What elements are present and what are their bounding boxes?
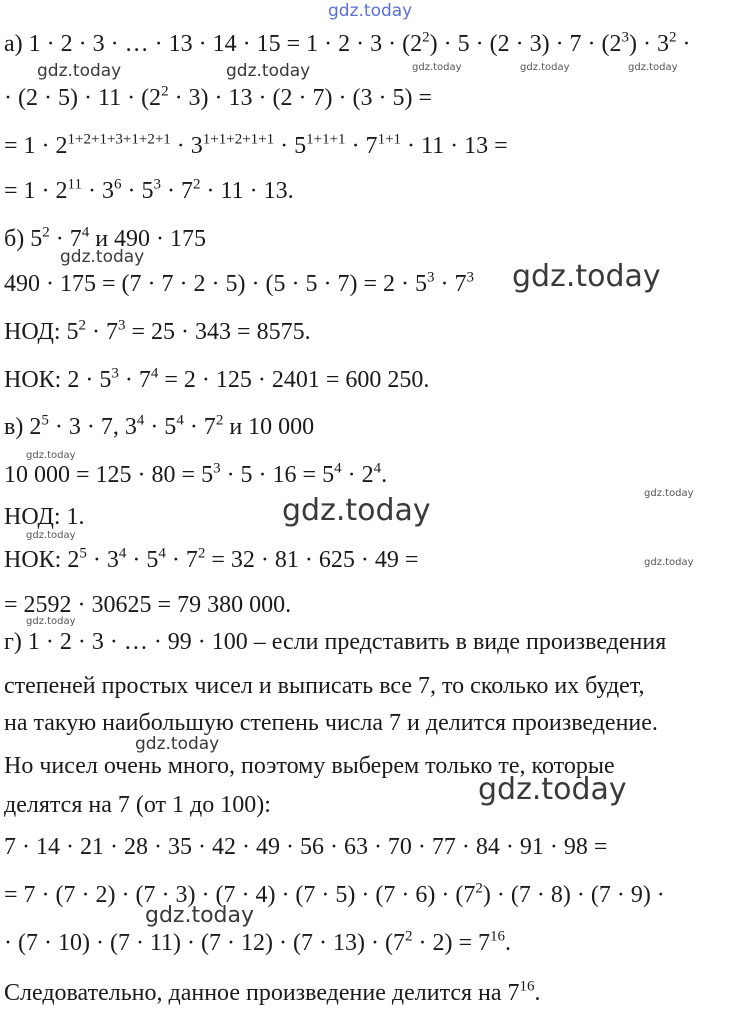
- exponent: 4: [150, 365, 159, 382]
- math-text: НОК: 2: [4, 547, 80, 573]
- math-text: · 7: [160, 178, 193, 204]
- math-text: .: [534, 980, 541, 1006]
- exponent: 1+1+1: [306, 131, 346, 148]
- math-text: · 7: [118, 367, 151, 393]
- math-text: · 5: [126, 547, 159, 573]
- line-v-2: [4, 461, 387, 489]
- math-text: = 1 · 2: [4, 133, 68, 159]
- exponent: 3: [118, 317, 126, 334]
- exponent: 4: [334, 460, 342, 477]
- watermark: gdz.today: [412, 62, 462, 73]
- exponent: 3: [466, 269, 474, 286]
- exponent: 2: [422, 29, 430, 46]
- math-text: · 7: [165, 547, 198, 573]
- math-text: · 7: [345, 133, 378, 159]
- line-v-gcd: [4, 503, 85, 531]
- watermark: gdz.today: [512, 259, 661, 294]
- exponent: 3: [621, 29, 630, 46]
- math-text: 490 · 175 = (7 · 7 · 2 · 5) · (5 · 5 · 7) = 2 · 5: [4, 271, 427, 297]
- line-v-lcm-2: [4, 591, 291, 619]
- math-text: · 2: [341, 462, 374, 488]
- line-g-7: [4, 881, 665, 909]
- math-text: · 5 · 16 = 5: [220, 462, 335, 488]
- math-text: · 7: [183, 414, 216, 440]
- math-text: · 2) = 7: [412, 930, 490, 956]
- line-b-gcd: [4, 318, 311, 346]
- exponent: 2: [475, 880, 483, 897]
- math-text: а) 1 · 2 · 3 · … · 13 · 14 · 15 = 1 · 2 · 3 · (2: [4, 31, 423, 57]
- math-text: · 5: [274, 133, 307, 159]
- line-v-1: [4, 413, 314, 441]
- watermark: gdz.today: [478, 772, 627, 807]
- math-text: .: [381, 462, 388, 488]
- exponent: 3: [153, 176, 161, 193]
- exponent: 16: [519, 978, 535, 995]
- exponent: 4: [158, 545, 166, 562]
- exponent: 2: [161, 83, 169, 100]
- watermark: gdz.today: [282, 493, 431, 528]
- watermark: gdz.today: [644, 488, 694, 499]
- watermark: gdz.today: [644, 557, 694, 568]
- math-text: 10 000 = 125 · 80 = 5: [4, 462, 214, 488]
- math-text: · 3: [81, 178, 114, 204]
- watermark: gdz.today: [37, 61, 122, 81]
- math-text: · 5: [121, 178, 154, 204]
- line-g-3: [4, 709, 658, 737]
- math-text: = 2 · 125 · 2401 = 600 250.: [158, 367, 430, 393]
- watermark: gdz.today: [26, 450, 76, 461]
- math-text: · 3: [86, 547, 119, 573]
- math-text: степеней простых чисел и выписать все 7, то сколько их будет,: [4, 673, 645, 699]
- math-text: ) · 5 · (2 · 3) · 7 · (2: [429, 31, 622, 57]
- math-text: НОК: 2 · 5: [4, 367, 112, 393]
- watermark: gdz.today: [520, 62, 570, 73]
- math-text: НОД: 1.: [4, 504, 85, 530]
- exponent: 2: [192, 176, 201, 193]
- math-text: · 7: [86, 319, 119, 345]
- math-text: ·: [676, 31, 691, 57]
- exponent: 1+2+1+3+1+2+1: [67, 131, 171, 148]
- math-text: · 3: [170, 133, 203, 159]
- exponent: 4: [373, 460, 382, 477]
- math-text: НОД: 5: [4, 319, 79, 345]
- exponent: 1+1+2+1+1: [202, 131, 275, 148]
- exponent: 6: [113, 176, 122, 193]
- exponent: 4: [118, 545, 127, 562]
- math-text: · (2 · 5) · 11 · (2: [4, 85, 162, 111]
- line-g-8: [4, 929, 511, 957]
- math-text: на такую наибольшую степень числа 7 и делится произведение.: [4, 710, 658, 736]
- math-text: 7 · 14 · 21 · 28 · 35 · 42 · 49 · 56 · 63 · 70 · 77 · 84 · 91 · 98 =: [4, 834, 608, 860]
- math-text: г) 1 · 2 · 3 · … · 99 · 100 – если представить в виде произведения: [4, 629, 667, 655]
- watermark: gdz.today: [135, 734, 220, 754]
- watermark: gdz.today: [26, 530, 76, 541]
- math-text: ) · 3: [629, 31, 670, 57]
- exponent: 2: [197, 545, 206, 562]
- exponent: 2: [78, 317, 87, 334]
- exponent: 1+1: [377, 131, 402, 148]
- watermark: gdz.today: [226, 61, 311, 81]
- math-text: · 3) · 13 · (2 · 7) · (3 · 5) =: [168, 85, 433, 111]
- line-b-lcm: [4, 366, 429, 394]
- math-text: Следовательно, данное произведение делится на 7: [4, 980, 520, 1006]
- math-text: делятся на 7 (от 1 до 100):: [4, 792, 271, 818]
- line-g-2: [4, 672, 645, 700]
- watermark: gdz.today: [628, 62, 678, 73]
- math-text: = 2592 · 30625 = 79 380 000.: [4, 592, 292, 618]
- line-g-6: [4, 833, 607, 861]
- line-a-3: [4, 132, 508, 160]
- math-text: и 10 000: [223, 414, 315, 440]
- line-a-1: [4, 30, 691, 58]
- exponent: 2: [215, 412, 224, 429]
- line-b-2: [4, 270, 474, 298]
- math-text: · 3 · 7, 3: [48, 414, 137, 440]
- math-text: .: [505, 930, 511, 956]
- exponent: 4: [81, 224, 90, 241]
- math-text: = 7 · (7 · 2) · (7 · 3) · (7 · 4) · (7 · 5) · (7 · 6) · (7: [4, 882, 476, 908]
- exponent: 5: [41, 412, 49, 429]
- line-g-1: [4, 628, 666, 656]
- watermark: gdz.today: [145, 903, 255, 928]
- line-g-conclusion: [4, 979, 541, 1007]
- exponent: 3: [426, 269, 435, 286]
- math-text: = 1 · 2: [4, 178, 68, 204]
- math-text: · 11 · 13.: [200, 178, 294, 204]
- math-text: = 25 · 343 = 8575.: [125, 319, 311, 345]
- math-text: ) · (7 · 8) · (7 · 9) ·: [482, 882, 665, 908]
- math-text: Но чисел очень много, поэтому выберем только те, которые: [4, 753, 615, 779]
- line-a-2: [4, 84, 432, 112]
- watermark: gdz.today: [26, 616, 76, 627]
- exponent: 2: [669, 29, 677, 46]
- line-a-4: [4, 177, 294, 205]
- line-g-5: [4, 791, 271, 819]
- math-text: · 11 · 13 =: [401, 133, 508, 159]
- line-v-lcm: [4, 546, 418, 574]
- math-text: в) 2: [4, 414, 42, 440]
- exponent: 3: [213, 460, 221, 477]
- math-text: = 32 · 81 · 625 · 49 =: [205, 547, 419, 573]
- math-text: · 5: [144, 414, 177, 440]
- math-text: б) 5: [4, 226, 43, 252]
- math-text: · 7: [49, 226, 82, 252]
- watermark: gdz.today: [60, 247, 145, 267]
- exponent: 3: [111, 365, 119, 382]
- exponent: 4: [136, 412, 145, 429]
- math-text: и 490 · 175: [89, 226, 207, 252]
- math-text: · 7: [434, 271, 467, 297]
- exponent: 5: [79, 545, 87, 562]
- exponent: 16: [490, 928, 505, 945]
- math-text: · (7 · 10) · (7 · 11) · (7 · 12) · (7 · 13) · (7: [4, 930, 405, 956]
- exponent: 2: [404, 928, 413, 945]
- exponent: 2: [42, 224, 50, 241]
- exponent: 4: [176, 412, 184, 429]
- watermark-top: gdz.today: [328, 1, 413, 21]
- exponent: 11: [67, 176, 82, 193]
